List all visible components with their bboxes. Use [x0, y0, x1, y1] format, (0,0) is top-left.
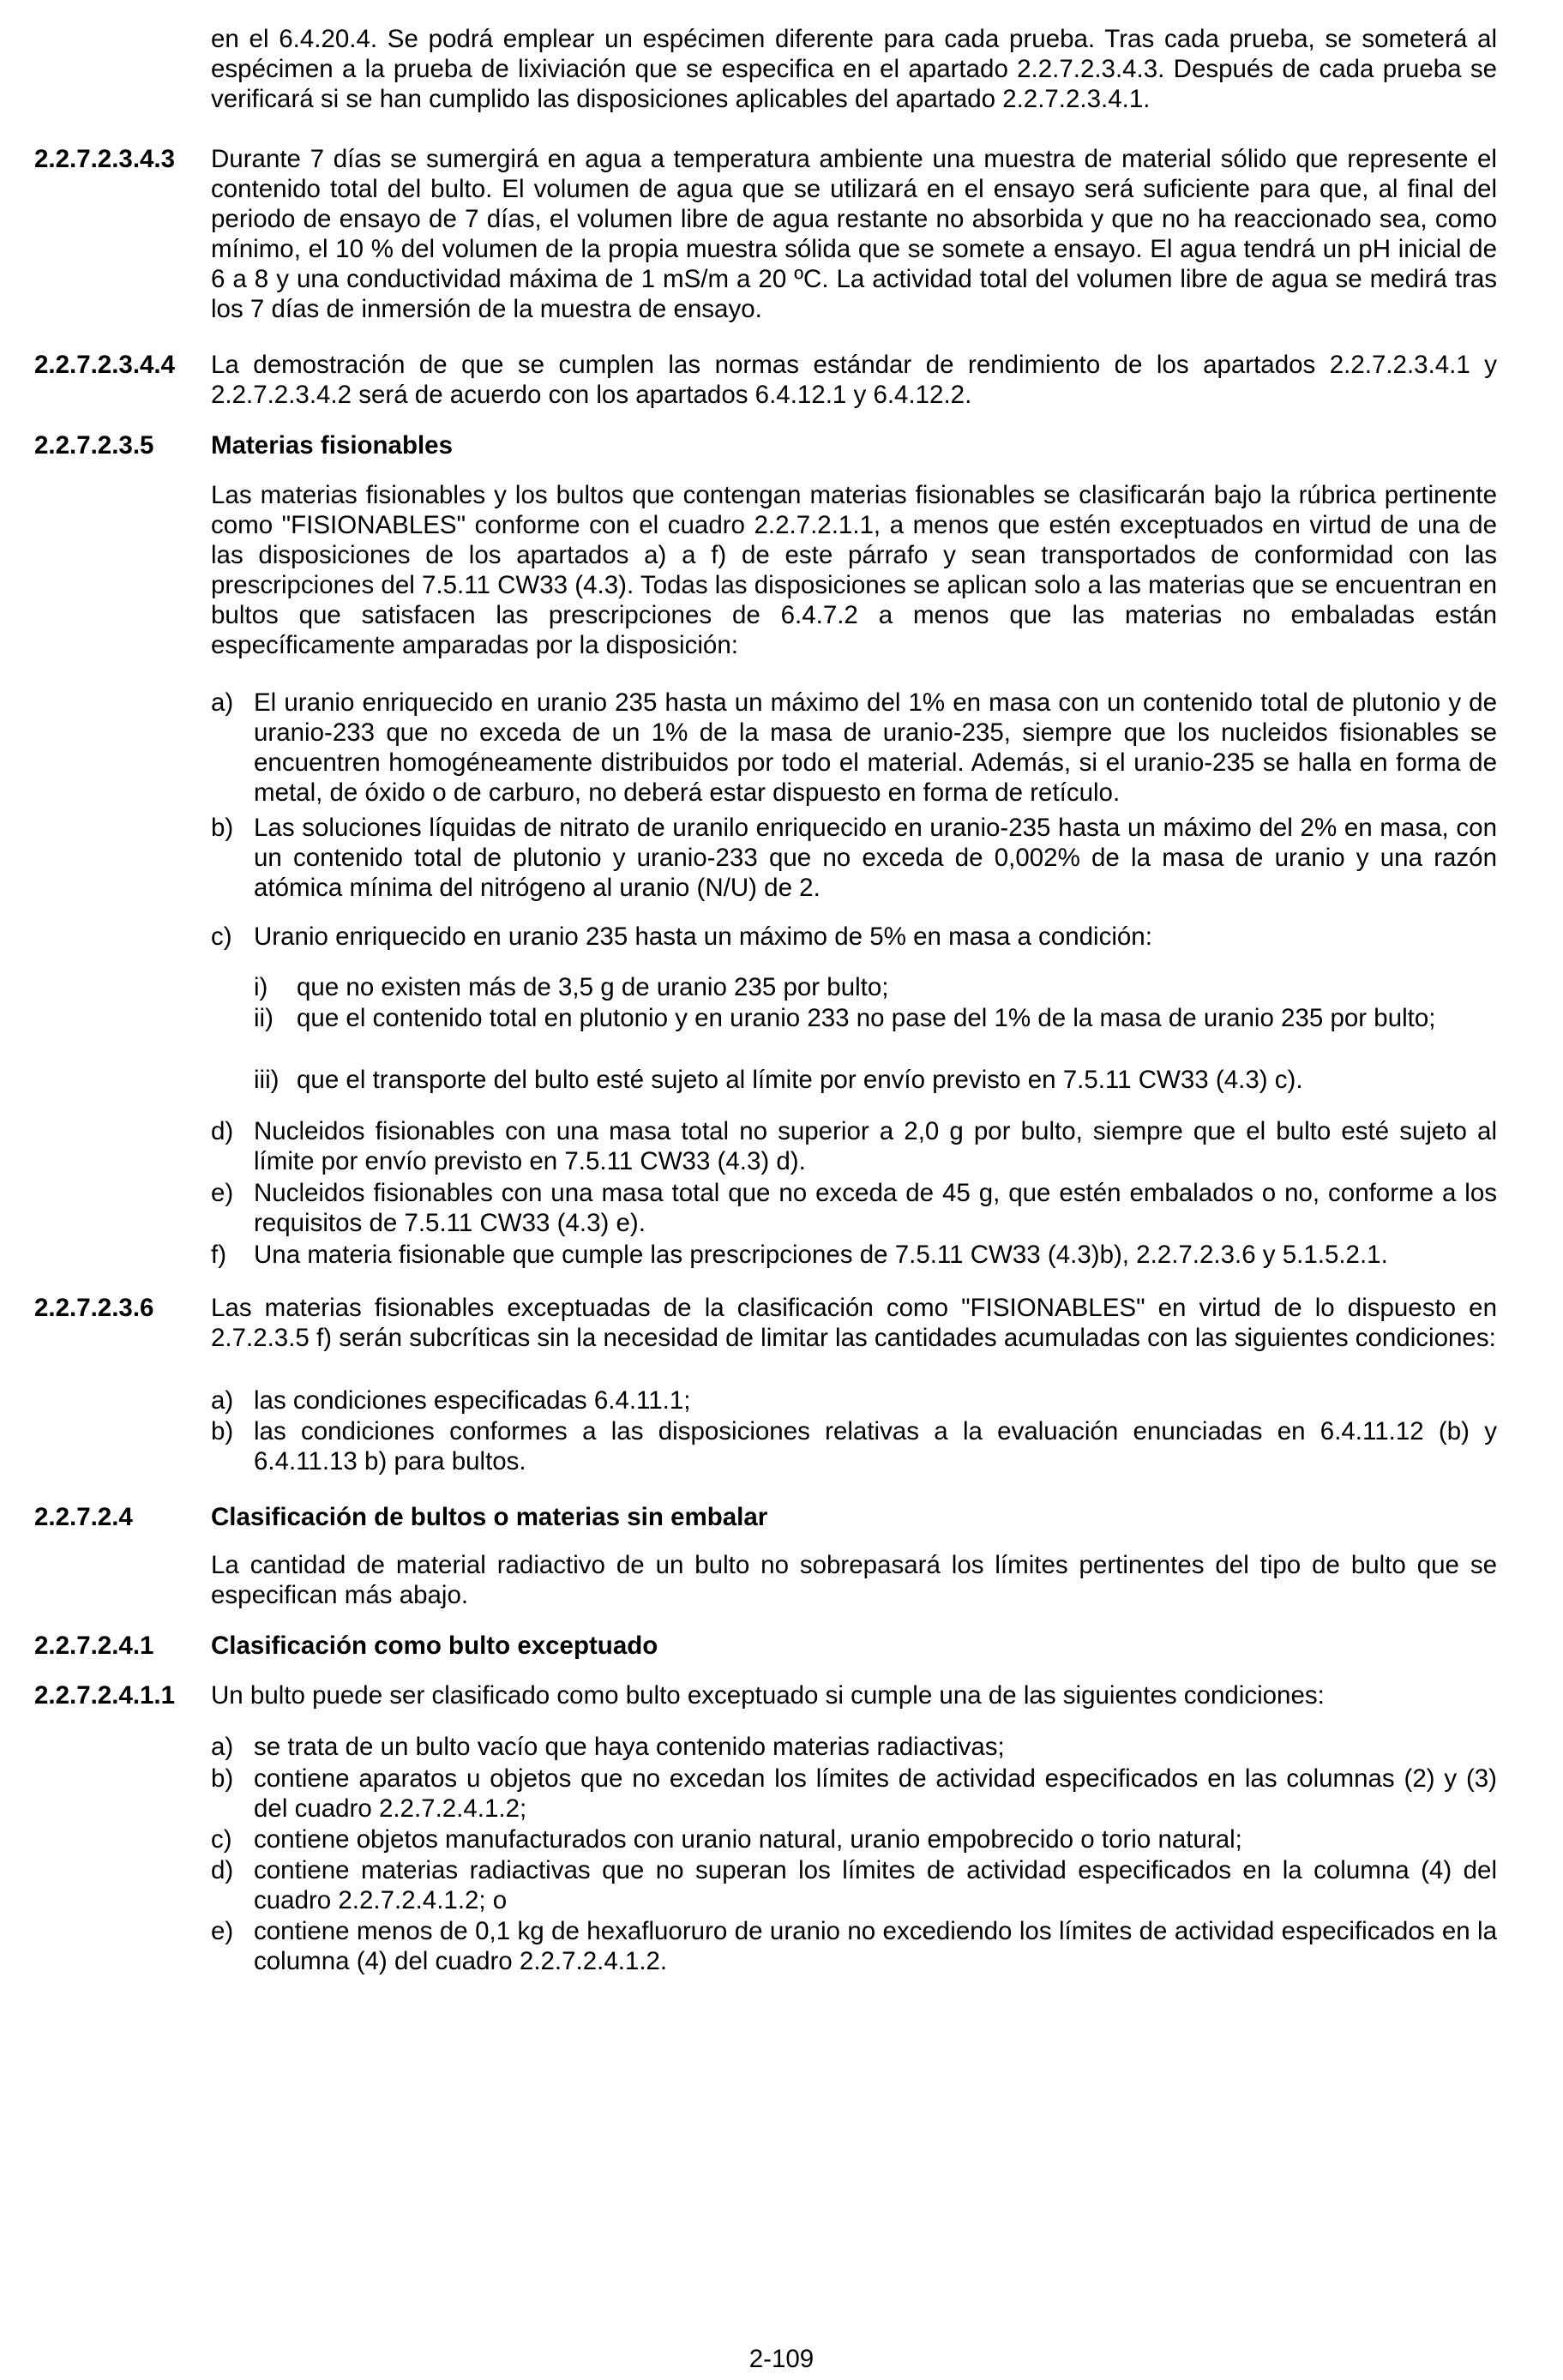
list-text: Nucleidos fisionables con una masa total que no exceda de 45 g, que estén embalados o no, conforme a los requisitos de 7.5.11 CW33 (4.3) e).	[254, 1179, 1497, 1237]
list-text: contiene objetos manufacturados con uranio natural, uranio empobrecido o torio natural;	[254, 1825, 1242, 1854]
section-text-2-2-7-2-3-4-4: La demostración de que se cumplen las normas estándar de rendimiento de los apartados 2.2.7.2.3.4.1 y 2.2.7.2.3.4.2 será de acuerdo con los apartados 6.4.12.1 y 6.4.12.2.	[211, 351, 1497, 409]
sublist-label: ii)	[254, 1004, 274, 1032]
list-text: las condiciones especificadas 6.4.11.1;	[254, 1386, 691, 1415]
list-item-b	[211, 813, 1497, 903]
list-label: a)	[211, 1386, 234, 1415]
list-label: e)	[211, 1917, 234, 1945]
section-text-2-2-7-2-3-6: Las materias fisionables exceptuadas de la clasificación como "FISIONABLES" en virtud de lo dispuesto en 2.7.2.3.5 f) serán subcríticas sin la necesidad de limitar las cantidades acumuladas con las siguientes condiciones:	[211, 1294, 1497, 1352]
section-number-2-2-7-2-4-1: 2.2.7.2.4.1	[34, 1632, 154, 1660]
list-label: a)	[211, 1733, 234, 1761]
page-number: 2-109	[748, 2345, 815, 2373]
list-item-c	[211, 922, 1497, 952]
list-item-f	[211, 1240, 1497, 1270]
list-text: El uranio enriquecido en uranio 235 hasta un máximo del 1% en masa con un contenido total de plutonio y de uranio-233 que no exceda de un 1% de la masa de uranio-235, siempre que los nucleidos fisionables se encuentren homogéneamente distribuidos por todo el material. Además, si el uranio-235 se halla en forma de metal, de óxido o de carburo, no deberá estar dispuesto en forma de retículo.	[254, 688, 1497, 807]
list-text: las condiciones conformes a las disposiciones relativas a la evaluación enunciadas en 6.4.11.12 (b) y 6.4.11.13 b) para bultos.	[254, 1417, 1497, 1475]
section-text-2-2-7-2-4-1-1: Un bulto puede ser clasificado como bulto exceptuado si cumple una de las siguientes condiciones:	[211, 1681, 1325, 1710]
list-item-a	[211, 1385, 1497, 1415]
list-text: Uranio enriquecido en uranio 235 hasta un máximo de 5% en masa a condición:	[254, 923, 1152, 951]
list-label: b)	[211, 1764, 234, 1793]
list-label: b)	[211, 1417, 234, 1445]
section-number-2-2-7-2-4: 2.2.7.2.4	[34, 1503, 133, 1531]
list-label: c)	[211, 923, 232, 951]
sublist-label: iii)	[254, 1066, 280, 1094]
intro-paragraph: en el 6.4.20.4. Se podrá emplear un espécimen diferente para cada prueba. Tras cada prueba, se someterá al espécimen a la prueba de lixiviación que se especifica en el apartado 2.2.7.2.3.4.3. Después de cada prueba se verificará si se han cumplido las disposiciones aplicables del apartado 2.2.7.2.3.4.1.	[211, 25, 1497, 113]
list-text: Las soluciones líquidas de nitrato de uranilo enriquecido en uranio-235 hasta un máximo del 2% en masa, con un contenido total de plutonio y uranio-233 que no exceda de 0,002% de la masa de uranio y una razón atómica mínima del nitrógeno al uranio (N/U) de 2.	[254, 814, 1497, 902]
list-text: contiene menos de 0,1 kg de hexafluoruro de uranio no excediendo los límites de actividad especificados en la columna (4) del cuadro 2.2.7.2.4.1.2.	[254, 1917, 1497, 1975]
list-item-a	[211, 1732, 1497, 1762]
sublist-item-ii	[254, 1003, 1497, 1033]
section-number-2-2-7-2-3-5: 2.2.7.2.3.5	[34, 431, 154, 460]
list-text: contiene materias radiactivas que no superan los límites de actividad especificados en la columna (4) del cuadro 2.2.7.2.4.1.2; o	[254, 1856, 1497, 1914]
section-number-2-2-7-2-3-4-4: 2.2.7.2.3.4.4	[34, 351, 176, 379]
list-label: b)	[211, 814, 234, 842]
list-label: d)	[211, 1117, 234, 1145]
list-label: e)	[211, 1179, 234, 1207]
list-text: Nucleidos fisionables con una masa total no superior a 2,0 g por bulto, siempre que el bulto esté sujeto al límite por envío previsto en 7.5.11 CW33 (4.3) d).	[254, 1117, 1497, 1175]
sublist-text: que el transporte del bulto esté sujeto al límite por envío previsto en 7.5.11 CW33 (4.3) c).	[297, 1066, 1303, 1094]
section-intro-2-2-7-2-3-5: Las materias fisionables y los bultos que contengan materias fisionables se clasificarán bajo la rúbrica pertinente como "FISIONABLES" conforme con el cuadro 2.2.7.2.1.1, a menos que estén exceptuados en virtud de una de las disposiciones de los apartados a) a f) de este párrafo y sean transportados de conformidad con las prescripciones del 7.5.11 CW33 (4.3). Todas las disposiciones se aplican solo a las materias que se encuentran en bultos que satisfacen las prescripciones de 6.4.7.2 a menos que las materias no embaladas están específicamente amparadas por la disposición:	[211, 481, 1497, 659]
section-number-2-2-7-2-3-6: 2.2.7.2.3.6	[34, 1294, 154, 1322]
list-text: contiene aparatos u objetos que no excedan los límites de actividad especificados en las columnas (2) y (3) del cuadro 2.2.7.2.4.1.2;	[254, 1764, 1497, 1823]
list-text: se trata de un bulto vacío que haya contenido materias radiactivas;	[254, 1733, 1005, 1761]
sublist-text: que el contenido total en plutonio y en uranio 233 no pase del 1% de la masa de uranio 235 por bulto;	[297, 1004, 1436, 1032]
list-label: a)	[211, 688, 234, 717]
section-title-bulto-exceptuado: Clasificación como bulto exceptuado	[211, 1632, 658, 1660]
section-number-2-2-7-2-4-1-1: 2.2.7.2.4.1.1	[34, 1681, 176, 1710]
sublist-item-i	[254, 972, 1497, 1002]
sublist-item-iii	[254, 1065, 1497, 1095]
list-label: c)	[211, 1825, 232, 1854]
list-label: d)	[211, 1856, 234, 1884]
list-item-e	[211, 1916, 1497, 1976]
list-item-c	[211, 1824, 1497, 1854]
section-text-2-2-7-2-4: La cantidad de material radiactivo de un bulto no sobrepasará los límites pertinentes del tipo de bulto que se especifican más abajo.	[211, 1551, 1497, 1609]
list-text: Una materia fisionable que cumple las prescripciones de 7.5.11 CW33 (4.3)b), 2.2.7.2.3.6 y 5.1.5.2.1.	[254, 1241, 1388, 1269]
sublist-label: i)	[254, 973, 268, 1001]
section-number-2-2-7-2-3-4-3: 2.2.7.2.3.4.3	[34, 145, 176, 173]
sublist-text: que no existen más de 3,5 g de uranio 235 por bulto;	[297, 973, 889, 1001]
list-item-a	[211, 688, 1497, 808]
section-title-materias-fisionables: Materias fisionables	[211, 431, 453, 460]
list-label: f)	[211, 1241, 227, 1269]
list-item-e	[211, 1178, 1497, 1238]
section-text-2-2-7-2-3-4-3: Durante 7 días se sumergirá en agua a temperatura ambiente una muestra de material sólido que represente el contenido total del bulto. El volumen de agua que se utilizará en el ensayo será suficiente para que, al final del periodo de ensayo de 7 días, el volumen libre de agua restante no absorbida y que no ha reaccionado sea, como mínimo, el 10 % del volumen de la propia muestra sólida que se somete a ensayo. El agua tendrá un pH inicial de 6 a 8 y una conductividad máxima de 1 mS/m a 20 ºC. La actividad total del volumen libre de agua se medirá tras los 7 días de inmersión de la muestra de ensayo.	[211, 145, 1497, 323]
list-item-d	[211, 1855, 1497, 1915]
list-item-d	[211, 1116, 1497, 1176]
section-title-clasificacion-bultos: Clasificación de bultos o materias sin embalar	[211, 1503, 768, 1531]
list-item-b	[211, 1416, 1497, 1476]
list-item-b	[211, 1764, 1497, 1824]
